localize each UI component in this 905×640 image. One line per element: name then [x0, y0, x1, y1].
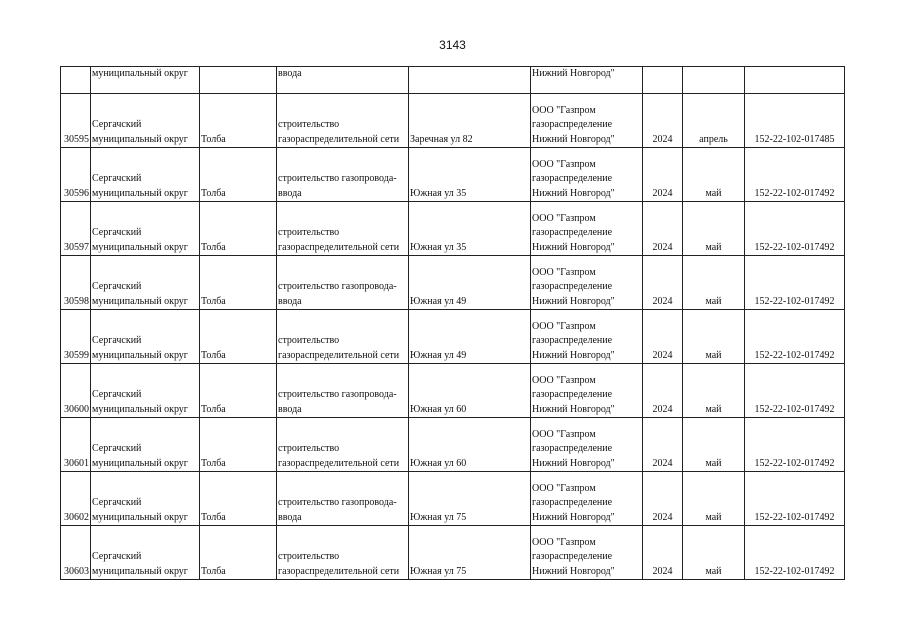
cell-number: 30600	[61, 364, 91, 418]
cell-work-type-line: строительство	[278, 227, 340, 238]
cell-month: май	[683, 364, 745, 418]
cell-company-line: газораспределение	[532, 497, 613, 508]
table-row-continuation	[61, 67, 845, 94]
cell-district-line: муниципальный округ	[92, 457, 188, 469]
cell-year: 2024	[643, 202, 683, 256]
cell-settlement: Толба	[200, 418, 277, 472]
cell-year: 2024	[643, 94, 683, 148]
cell-district-line: Сергачский	[92, 227, 142, 238]
cell-work-type-line: строительство	[278, 119, 340, 130]
cell-company	[531, 418, 643, 472]
cell-district-line: муниципальный округ	[92, 565, 188, 577]
cell-work-type	[277, 310, 409, 364]
cell-district-line: муниципальный округ	[92, 187, 188, 199]
cell-company-line: газораспределение	[532, 443, 613, 454]
cell-company-line: Нижний Новгород"	[532, 187, 615, 199]
cell-district	[91, 526, 200, 580]
cell-company: Нижний Новгород"	[531, 67, 643, 94]
cell-settlement: Толба	[200, 148, 277, 202]
cell-district-line: муниципальный округ	[92, 133, 188, 145]
cell-company-line: газораспределение	[532, 389, 613, 400]
cell-work-type	[277, 256, 409, 310]
cell-code: 152-22-102-017492	[745, 418, 845, 472]
cell-company-line: ООО "Газпром	[532, 428, 596, 440]
cell-district	[91, 94, 200, 148]
cell-settlement: Толба	[200, 364, 277, 418]
cell-address: Южная ул 35	[409, 148, 531, 202]
cell-work-type-line: газораспределительной сети	[278, 457, 400, 469]
cell-work-type-line: газораспределительной сети	[278, 565, 400, 577]
cell-month: май	[683, 202, 745, 256]
cell-district-line: Сергачский	[92, 389, 142, 400]
table-row	[61, 148, 845, 202]
cell-address: Южная ул 49	[409, 310, 531, 364]
cell-code: 152-22-102-017492	[745, 364, 845, 418]
cell-month: май	[683, 310, 745, 364]
cell-month: май	[683, 148, 745, 202]
cell-work-type: ввода	[277, 67, 409, 94]
cell-code: 152-22-102-017492	[745, 202, 845, 256]
cell-district-line: муниципальный округ	[92, 511, 188, 523]
table-row	[61, 256, 845, 310]
cell-district	[91, 202, 200, 256]
cell-work-type-line: строительство газопровода-	[278, 497, 397, 508]
cell-month: май	[683, 418, 745, 472]
cell-work-type	[277, 202, 409, 256]
cell-settlement: Толба	[200, 526, 277, 580]
cell-number: 30601	[61, 418, 91, 472]
cell-address: Южная ул 75	[409, 526, 531, 580]
cell-company-line: Нижний Новгород"	[532, 511, 615, 523]
cell-month: май	[683, 472, 745, 526]
cell-district-line: Сергачский	[92, 497, 142, 508]
cell-company	[531, 202, 643, 256]
cell-work-type-line: строительство	[278, 335, 340, 346]
cell-settlement: Толба	[200, 202, 277, 256]
cell-address: Заречная ул 82	[409, 94, 531, 148]
cell-work-type-line: строительство	[278, 443, 340, 454]
table-row	[61, 310, 845, 364]
registry-table-body	[61, 67, 845, 580]
cell-company-line: газораспределение	[532, 335, 613, 346]
cell-company-line: Нижний Новгород"	[532, 403, 615, 415]
cell-company-line: ООО "Газпром	[532, 104, 596, 116]
cell-year: 2024	[643, 472, 683, 526]
cell-company-line: газораспределение	[532, 227, 613, 238]
cell-company-line: газораспределение	[532, 551, 613, 562]
cell-number: 30603	[61, 526, 91, 580]
cell-company-line: газораспределение	[532, 173, 613, 184]
cell-work-type-line: газораспределительной сети	[278, 349, 400, 361]
cell-number: 30596	[61, 148, 91, 202]
cell-code: 152-22-102-017492	[745, 526, 845, 580]
cell-address	[409, 67, 531, 94]
cell-month: апрель	[683, 94, 745, 148]
cell-address: Южная ул 35	[409, 202, 531, 256]
cell-district-line: Сергачский	[92, 173, 142, 184]
cell-year: 2024	[643, 148, 683, 202]
cell-company-line: ООО "Газпром	[532, 536, 596, 548]
cell-year	[643, 67, 683, 94]
cell-number: 30602	[61, 472, 91, 526]
cell-year: 2024	[643, 364, 683, 418]
cell-district-line: муниципальный округ	[92, 349, 188, 361]
table-row	[61, 364, 845, 418]
cell-work-type-line: ввода	[278, 511, 302, 523]
cell-number: 30597	[61, 202, 91, 256]
cell-year: 2024	[643, 310, 683, 364]
cell-work-type-line: строительство газопровода-	[278, 281, 397, 292]
cell-code: 152-22-102-017492	[745, 472, 845, 526]
table-row	[61, 202, 845, 256]
cell-company-line: Нижний Новгород"	[532, 349, 615, 361]
cell-district	[91, 472, 200, 526]
cell-work-type-line: ввода	[278, 295, 302, 307]
cell-company	[531, 148, 643, 202]
cell-month: май	[683, 526, 745, 580]
cell-code: 152-22-102-017492	[745, 310, 845, 364]
cell-address: Южная ул 60	[409, 418, 531, 472]
cell-settlement: Толба	[200, 256, 277, 310]
cell-district-line: Сергачский	[92, 119, 142, 130]
cell-work-type	[277, 148, 409, 202]
cell-settlement: Толба	[200, 472, 277, 526]
cell-work-type-line: ввода	[278, 403, 302, 415]
cell-company-line: ООО "Газпром	[532, 320, 596, 332]
cell-code: 152-22-102-017492	[745, 148, 845, 202]
cell-district-line: муниципальный округ	[92, 241, 188, 253]
cell-company-line: ООО "Газпром	[532, 374, 596, 386]
page-number: 3143	[439, 38, 466, 52]
cell-company-line: газораспределение	[532, 281, 613, 292]
cell-number: 30599	[61, 310, 91, 364]
cell-settlement	[200, 67, 277, 94]
cell-district-line: Сергачский	[92, 281, 142, 292]
cell-number: 30595	[61, 94, 91, 148]
cell-number: 30598	[61, 256, 91, 310]
table-row	[61, 526, 845, 580]
cell-company-line: ООО "Газпром	[532, 212, 596, 224]
table-row	[61, 418, 845, 472]
cell-company	[531, 256, 643, 310]
cell-year: 2024	[643, 526, 683, 580]
cell-district-line: муниципальный округ	[92, 295, 188, 307]
cell-work-type-line: строительство	[278, 551, 340, 562]
cell-company-line: Нижний Новгород"	[532, 241, 615, 253]
cell-number	[61, 67, 91, 94]
cell-district-line: Сергачский	[92, 551, 142, 562]
cell-work-type	[277, 526, 409, 580]
cell-work-type-line: газораспределительной сети	[278, 241, 400, 253]
cell-code: 152-22-102-017485	[745, 94, 845, 148]
table-row	[61, 94, 845, 148]
cell-district	[91, 148, 200, 202]
cell-company-line: Нижний Новгород"	[532, 295, 615, 307]
cell-address: Южная ул 60	[409, 364, 531, 418]
cell-month: май	[683, 256, 745, 310]
cell-company-line: газораспределение	[532, 119, 613, 130]
cell-company-line: ООО "Газпром	[532, 158, 596, 170]
table-row	[61, 472, 845, 526]
cell-company-line: ООО "Газпром	[532, 266, 596, 278]
cell-work-type-line: строительство газопровода-	[278, 389, 397, 400]
cell-district: муниципальный округ	[91, 67, 200, 94]
cell-company	[531, 94, 643, 148]
cell-district-line: муниципальный округ	[92, 403, 188, 415]
cell-work-type-line: газораспределительной сети	[278, 133, 400, 145]
registry-table	[60, 66, 845, 580]
cell-company	[531, 310, 643, 364]
cell-year: 2024	[643, 418, 683, 472]
cell-work-type-line: ввода	[278, 187, 302, 199]
cell-district	[91, 256, 200, 310]
cell-company	[531, 472, 643, 526]
cell-month	[683, 67, 745, 94]
cell-year: 2024	[643, 256, 683, 310]
cell-company-line: Нижний Новгород"	[532, 133, 615, 145]
cell-code: 152-22-102-017492	[745, 256, 845, 310]
cell-address: Южная ул 49	[409, 256, 531, 310]
cell-company-line: Нижний Новгород"	[532, 565, 615, 577]
cell-work-type	[277, 472, 409, 526]
cell-address: Южная ул 75	[409, 472, 531, 526]
cell-settlement: Толба	[200, 310, 277, 364]
cell-district-line: Сергачский	[92, 443, 142, 454]
cell-work-type	[277, 94, 409, 148]
cell-district	[91, 418, 200, 472]
cell-company	[531, 526, 643, 580]
cell-company-line: ООО "Газпром	[532, 482, 596, 494]
cell-district-line: Сергачский	[92, 335, 142, 346]
cell-settlement: Толба	[200, 94, 277, 148]
cell-district	[91, 364, 200, 418]
cell-code	[745, 67, 845, 94]
cell-work-type	[277, 418, 409, 472]
cell-company	[531, 364, 643, 418]
cell-company-line: Нижний Новгород"	[532, 457, 615, 469]
cell-work-type	[277, 364, 409, 418]
cell-district	[91, 310, 200, 364]
cell-work-type-line: строительство газопровода-	[278, 173, 397, 184]
